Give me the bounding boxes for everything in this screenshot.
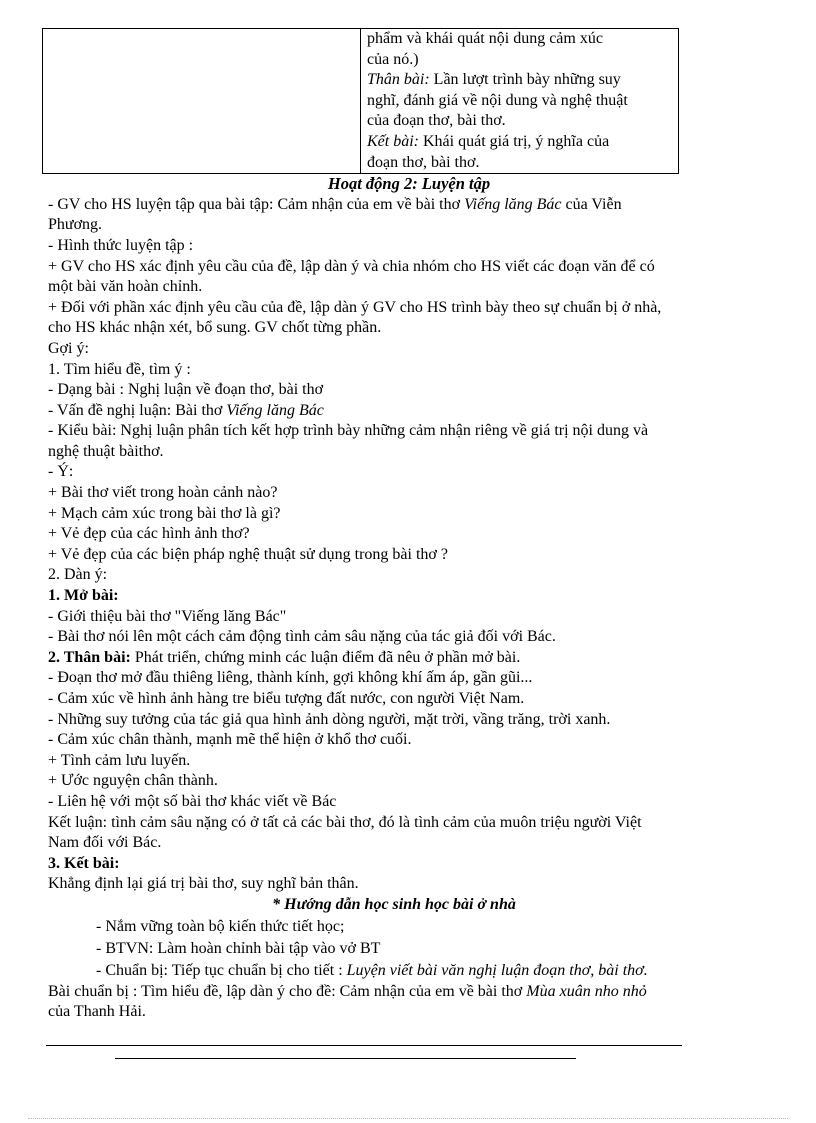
italic-text: Kết bài: bbox=[367, 132, 419, 150]
section-label: 2. Thân bài: bbox=[48, 648, 131, 666]
body-line bbox=[48, 442, 770, 463]
homework-heading: * Hướng dẫn học sinh học bài ở nhà bbox=[272, 895, 516, 913]
body-line bbox=[48, 195, 770, 216]
line-text: - Cảm xúc chân thành, mạnh mẽ thể hiện ở khổ thơ cuối. bbox=[48, 731, 412, 749]
line-text: - Hình thức luyện tập : bbox=[48, 236, 194, 254]
line-text: phẩm và khái quát nội dung cảm xúc bbox=[367, 30, 603, 47]
line-text: + Mạch cảm xúc trong bài thơ là gì? bbox=[48, 504, 281, 522]
body-line bbox=[48, 401, 770, 422]
line-text: + GV cho HS xác định yêu cầu của đề, lập dàn ý và chia nhóm cho HS viết các đoạn văn để có bbox=[48, 257, 655, 275]
italic-text: Viếng lăng Bác bbox=[464, 195, 562, 213]
body-line bbox=[48, 627, 770, 648]
body-line bbox=[48, 586, 770, 607]
body-line bbox=[48, 421, 770, 442]
table-line bbox=[367, 70, 672, 91]
italic-text: Luyện viết bài văn nghị luận đoạn thơ, bài thơ. bbox=[346, 961, 648, 979]
divider-line bbox=[46, 1045, 682, 1046]
line-text: Phương. bbox=[48, 216, 103, 234]
line-text: + Đối với phần xác định yêu cầu của đề, lập dàn ý GV cho HS trình bày theo sự chuẩn bị ở nhà, bbox=[48, 298, 662, 316]
homework-item bbox=[48, 960, 770, 982]
line-text: - GV cho HS luyện tập qua bài tập: Cảm nhận của em về bài thơ bbox=[48, 195, 465, 213]
line-text: - Ý: bbox=[48, 463, 74, 481]
preparation-line bbox=[48, 1002, 770, 1023]
homework-list bbox=[48, 916, 770, 982]
table-line bbox=[367, 132, 672, 153]
body-line bbox=[48, 813, 770, 834]
table-line bbox=[367, 29, 672, 50]
table-line bbox=[367, 153, 672, 174]
body-line bbox=[48, 648, 770, 669]
line-text: đoạn thơ, bài thơ. bbox=[367, 153, 480, 171]
line-text: của đoạn thơ, bài thơ. bbox=[367, 112, 506, 130]
body-line bbox=[48, 524, 770, 545]
body-line bbox=[48, 360, 770, 381]
line-text: nghĩ, đánh giá về nội dung và nghệ thuật bbox=[367, 91, 628, 109]
body-line bbox=[48, 771, 770, 792]
document-page bbox=[48, 28, 770, 1023]
line-text: + Vẻ đẹp của các hình ảnh thơ? bbox=[48, 525, 250, 543]
section-label: 3. Kết bài: bbox=[48, 854, 120, 872]
body-line bbox=[48, 874, 770, 895]
italic-text: Viếng lăng Bác bbox=[226, 401, 324, 419]
line-text: cho HS khác nhận xét, bổ sung. GV chốt từng phần. bbox=[48, 319, 382, 337]
line-text: - Cảm xúc về hình ảnh hàng tre biểu tượng đất nước, con người Việt Nam. bbox=[48, 690, 525, 707]
body-line bbox=[48, 298, 770, 319]
line-text: + Tình cảm lưu luyến. bbox=[48, 751, 191, 769]
body-line bbox=[48, 607, 770, 628]
activity-heading: Hoạt động 2: Luyện tập bbox=[327, 174, 491, 194]
body-line bbox=[48, 318, 770, 339]
line-text: - Những suy tưởng của tác giả qua hình ảnh dòng người, mặt trời, vầng trăng, trời xanh. bbox=[48, 710, 611, 728]
table-left-cell bbox=[43, 29, 361, 174]
line-text: một bài văn hoàn chỉnh. bbox=[48, 278, 203, 296]
line-text: Khái quát giá trị, ý nghĩa của bbox=[419, 132, 610, 150]
body-line bbox=[48, 833, 770, 854]
line-text: + Bài thơ viết trong hoàn cảnh nào? bbox=[48, 484, 278, 502]
line-text: của nó.) bbox=[367, 50, 419, 68]
line-text: - Đoạn thơ mở đầu thiêng liêng, thành kính, gợi không khí ấm áp, gần gũi... bbox=[48, 669, 533, 687]
line-text: Gợi ý: bbox=[48, 339, 89, 357]
body-line bbox=[48, 483, 770, 504]
line-text: - Giới thiệu bài thơ "Viếng lăng Bác" bbox=[48, 607, 287, 625]
line-text: Lần lượt trình bày những suy bbox=[429, 71, 621, 89]
body-line bbox=[48, 545, 770, 566]
line-text: của Viễn bbox=[561, 195, 622, 213]
line-text: - Dạng bài : Nghị luận về đoạn thơ, bài thơ bbox=[48, 381, 324, 399]
preparation-note bbox=[48, 982, 770, 1023]
body-line bbox=[48, 854, 770, 875]
body-line bbox=[48, 792, 770, 813]
table-line bbox=[367, 50, 672, 71]
line-text: 2. Dàn ý: bbox=[48, 566, 108, 584]
line-text: Kết luận: tình cảm sâu nặng có ở tất cả các bài thơ, đó là tình cảm của muôn triệu người Việt bbox=[48, 813, 642, 831]
line-text: - Kiểu bài: Nghị luận phân tích kết hợp trình bày những cảm nhận riêng về giá trị nội dung và bbox=[48, 422, 649, 440]
line-text: Phát triển, chứng minh các luận điểm đã nêu ở phần mở bài. bbox=[130, 648, 521, 666]
body-line bbox=[48, 751, 770, 772]
body-line bbox=[48, 462, 770, 483]
table-line bbox=[367, 91, 672, 112]
line-text: - Nắm vững toàn bộ kiến thức tiết học; bbox=[96, 917, 345, 935]
body-line bbox=[48, 339, 770, 360]
table-line bbox=[367, 111, 672, 132]
body-line bbox=[48, 277, 770, 298]
italic-text: Mùa xuân nho nhỏ bbox=[526, 982, 647, 1000]
line-text: - Bài thơ nói lên một cách cảm động tình cảm sâu nặng của tác giả đối với Bác. bbox=[48, 628, 556, 646]
body-line bbox=[48, 215, 770, 236]
line-text: - Vấn đề nghị luận: Bài thơ bbox=[48, 401, 227, 419]
section-label: 1. Mở bài: bbox=[48, 587, 119, 605]
body-line bbox=[48, 380, 770, 401]
table-right-cell bbox=[361, 29, 679, 174]
main-body bbox=[48, 195, 770, 895]
outline-table bbox=[42, 28, 679, 174]
body-line bbox=[48, 565, 770, 586]
line-text: - BTVN: Làm hoàn chỉnh bài tập vào vở BT bbox=[96, 939, 381, 957]
line-text: - Liên hệ với một số bài thơ khác viết về Bác bbox=[48, 792, 337, 810]
italic-text: Thân bài: bbox=[367, 71, 430, 89]
line-text: của Thanh Hải. bbox=[48, 1003, 146, 1021]
homework-item bbox=[48, 916, 770, 938]
body-line bbox=[48, 236, 770, 257]
body-line bbox=[48, 730, 770, 751]
body-line bbox=[48, 710, 770, 731]
line-text: 1. Tìm hiểu đề, tìm ý : bbox=[48, 360, 191, 378]
divider-line-short bbox=[115, 1058, 576, 1059]
body-line bbox=[48, 504, 770, 525]
line-text: + Ước nguyện chân thành. bbox=[48, 772, 218, 790]
line-text: Khẳng định lại giá trị bài thơ, suy nghĩ bản thân. bbox=[48, 875, 359, 893]
body-line bbox=[48, 689, 770, 710]
body-line bbox=[48, 257, 770, 278]
page-edge bbox=[28, 1118, 788, 1119]
preparation-line bbox=[48, 982, 770, 1003]
line-text: Nam đối với Bác. bbox=[48, 834, 162, 852]
line-text: nghệ thuật bàithơ. bbox=[48, 442, 164, 460]
line-text: Bài chuẩn bị : Tìm hiểu đề, lập dàn ý cho đề: Cảm nhận của em về bài thơ bbox=[48, 982, 527, 1000]
body-line bbox=[48, 668, 770, 689]
homework-item bbox=[48, 938, 770, 960]
line-text: - Chuẩn bị: Tiếp tục chuẩn bị cho tiết : bbox=[96, 961, 347, 979]
line-text: + Vẻ đẹp của các biện pháp nghệ thuật sử dụng trong bài thơ ? bbox=[48, 545, 448, 563]
